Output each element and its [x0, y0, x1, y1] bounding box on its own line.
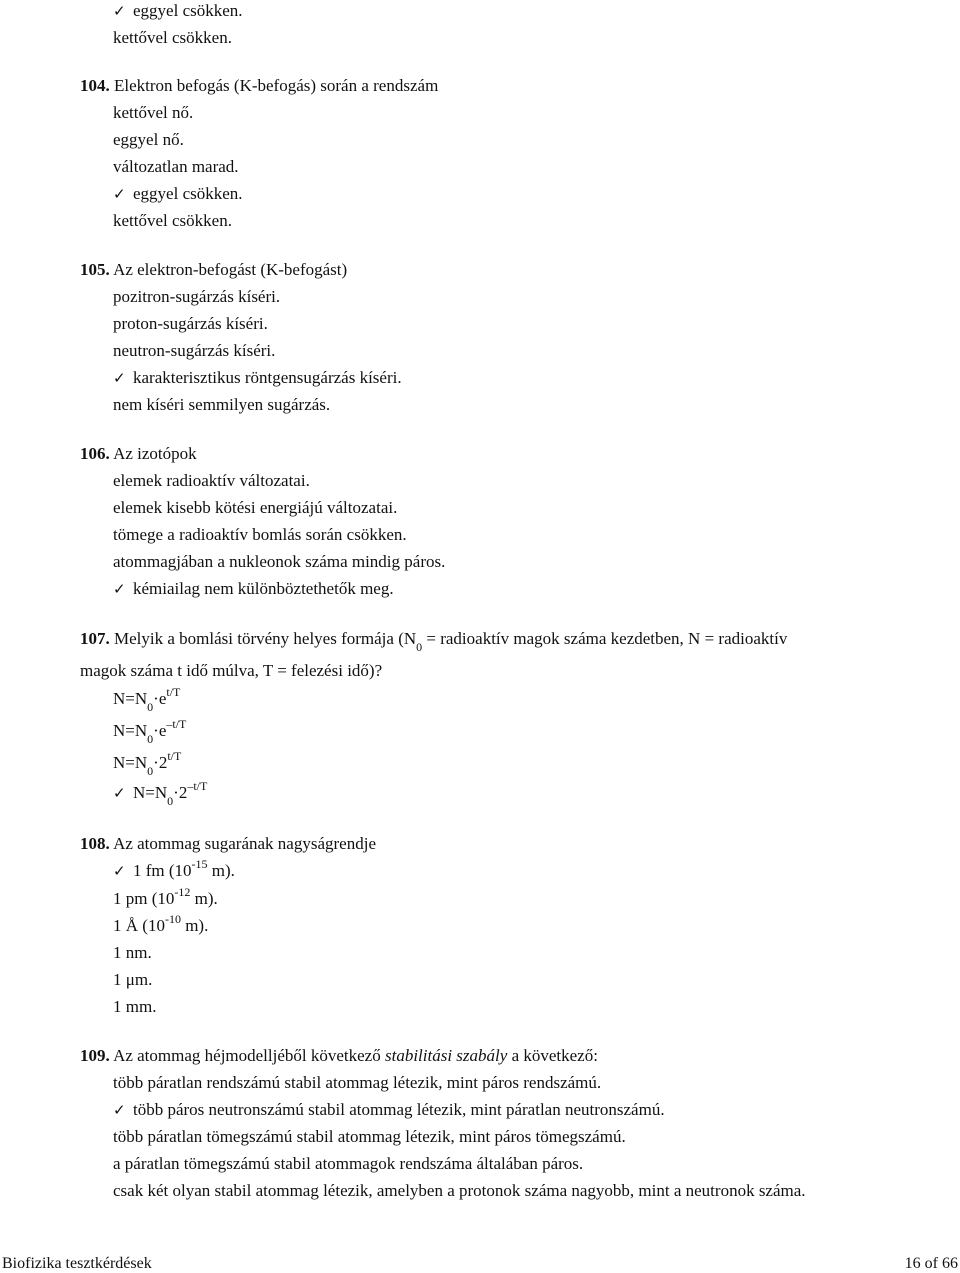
- question-text: Melyik a bomlási törvény helyes formája (N: [114, 629, 417, 648]
- answer-option: változatlan marad.: [113, 157, 239, 176]
- question-107: [80, 628, 788, 654]
- answer-option-correct: [113, 857, 235, 883]
- answer-option: több páratlan rendszámú stabil atommag létezik, mint páros rendszámú.: [113, 1073, 602, 1092]
- formula-option: [113, 717, 187, 746]
- question-number: 106.: [80, 444, 110, 463]
- answer-option-correct: [113, 367, 402, 389]
- formula-text: N=N: [113, 753, 148, 772]
- option-text: több páros neutronszámú stabil atommag létezik, mint páratlan neutronszámú.: [133, 1100, 665, 1119]
- answer-option: csak két olyan stabil atommag létezik, amelyben a protonok száma nagyobb, mint a neutronok száma.: [113, 1181, 806, 1200]
- superscript: -10: [164, 912, 181, 926]
- formula-text: ·2: [173, 783, 188, 802]
- checkmark-icon: ✓: [113, 784, 126, 802]
- page-number: 16 of 66: [904, 1255, 958, 1272]
- answer-option: elemek radioaktív változatai.: [113, 471, 310, 490]
- checkmark-icon: ✓: [113, 862, 126, 880]
- answer-option-correct: [113, 183, 243, 205]
- footer-title: Biofizika tesztkérdések: [2, 1255, 152, 1272]
- question-number: 105.: [80, 260, 110, 279]
- answer-option: pozitron-sugárzás kíséri.: [113, 287, 281, 306]
- question-105: [80, 259, 347, 281]
- formula-text: ·e: [153, 721, 167, 740]
- answer-option: neutron-sugárzás kíséri.: [113, 341, 276, 360]
- option-text: kémiailag nem különböztethetők meg.: [133, 579, 394, 598]
- question-text: = radioaktív magok száma kezdetben, N = radioaktív: [422, 629, 788, 648]
- option-text: 1 pm (10: [113, 889, 175, 908]
- superscript: –t/T: [187, 779, 208, 793]
- option-text: eggyel csökken.: [133, 184, 243, 203]
- question-106: [80, 443, 197, 465]
- option-text: m).: [190, 889, 218, 908]
- question-number: 107.: [80, 629, 110, 648]
- question-number: 104.: [80, 76, 110, 95]
- question-number: 109.: [80, 1046, 110, 1065]
- superscript: t/T: [167, 749, 182, 763]
- formula-option: [113, 749, 182, 778]
- answer-option: [113, 912, 209, 938]
- question-108: [80, 833, 376, 855]
- question-109: [80, 1045, 598, 1067]
- question-number: 108.: [80, 834, 110, 853]
- answer-option: nem kíséri semmilyen sugárzás.: [113, 395, 331, 414]
- answer-option: 1 μm.: [113, 970, 153, 989]
- checkmark-icon: ✓: [113, 2, 126, 20]
- formula-text: ·2: [153, 753, 168, 772]
- answer-option: elemek kisebb kötési energiájú változatai.: [113, 498, 398, 517]
- subscript: 0: [416, 640, 423, 654]
- subscript: 0: [167, 794, 174, 808]
- superscript: t/T: [166, 685, 181, 699]
- question-text: Elektron befogás (K-befogás) során a rendszám: [114, 76, 439, 95]
- superscript: -15: [191, 857, 208, 871]
- option-text: m).: [207, 861, 235, 880]
- question-italic-text: stabilitási szabály: [384, 1046, 508, 1065]
- checkmark-icon: ✓: [113, 369, 126, 387]
- answer-option: kettővel csökken.: [113, 211, 232, 230]
- checkmark-icon: ✓: [113, 185, 126, 203]
- answer-option: [113, 885, 218, 911]
- option-text: eggyel csökken.: [133, 1, 243, 20]
- option-text: karakterisztikus röntgensugárzás kíséri.: [133, 368, 402, 387]
- answer-option-correct: [113, 578, 394, 600]
- question-text: a következő:: [507, 1046, 598, 1065]
- option-text: 1 fm (10: [133, 861, 192, 880]
- question-text: Az atommag sugarának nagyságrendje: [113, 834, 376, 853]
- checkmark-icon: ✓: [113, 580, 126, 598]
- formula-text: N=N: [133, 783, 168, 802]
- answer-option: több páratlan tömegszámú stabil atommag létezik, mint páros tömegszámú.: [113, 1127, 626, 1146]
- question-text: Az izotópok: [113, 444, 197, 463]
- option-text: 1 Å (10: [113, 916, 165, 935]
- formula-text: N=N: [113, 689, 148, 708]
- superscript: –t/T: [166, 717, 187, 731]
- answer-option: eggyel nő.: [113, 130, 184, 149]
- question-104: [80, 75, 438, 97]
- checkmark-icon: ✓: [113, 1101, 126, 1119]
- question-text: Az elektron-befogást (K-befogást): [113, 260, 348, 279]
- question-107-cont: magok száma t idő múlva, T = felezési idő)?: [80, 661, 383, 680]
- answer-option-correct: [113, 0, 243, 22]
- answer-option: tömege a radioaktív bomlás során csökken.: [113, 525, 407, 544]
- answer-option: 1 mm.: [113, 997, 157, 1016]
- answer-option: kettővel nő.: [113, 103, 194, 122]
- formula-option: [113, 685, 181, 714]
- answer-option-correct: [113, 1099, 665, 1121]
- subscript: 0: [147, 700, 154, 714]
- answer-option: 1 nm.: [113, 943, 152, 962]
- option-text: m).: [180, 916, 209, 935]
- subscript: 0: [147, 732, 154, 746]
- formula-text: ·e: [153, 689, 167, 708]
- answer-option: a páratlan tömegszámú stabil atommagok rendszáma általában páros.: [113, 1154, 584, 1173]
- superscript: -12: [174, 885, 191, 899]
- formula-option-correct: [113, 779, 208, 808]
- formula-text: N=N: [113, 721, 148, 740]
- answer-option: proton-sugárzás kíséri.: [113, 314, 268, 333]
- answer-option: atommagjában a nukleonok száma mindig páros.: [113, 552, 446, 571]
- subscript: 0: [147, 764, 154, 778]
- question-text: Az atommag héjmodelljéből következő: [113, 1046, 385, 1065]
- answer-option: kettővel csökken.: [113, 28, 232, 47]
